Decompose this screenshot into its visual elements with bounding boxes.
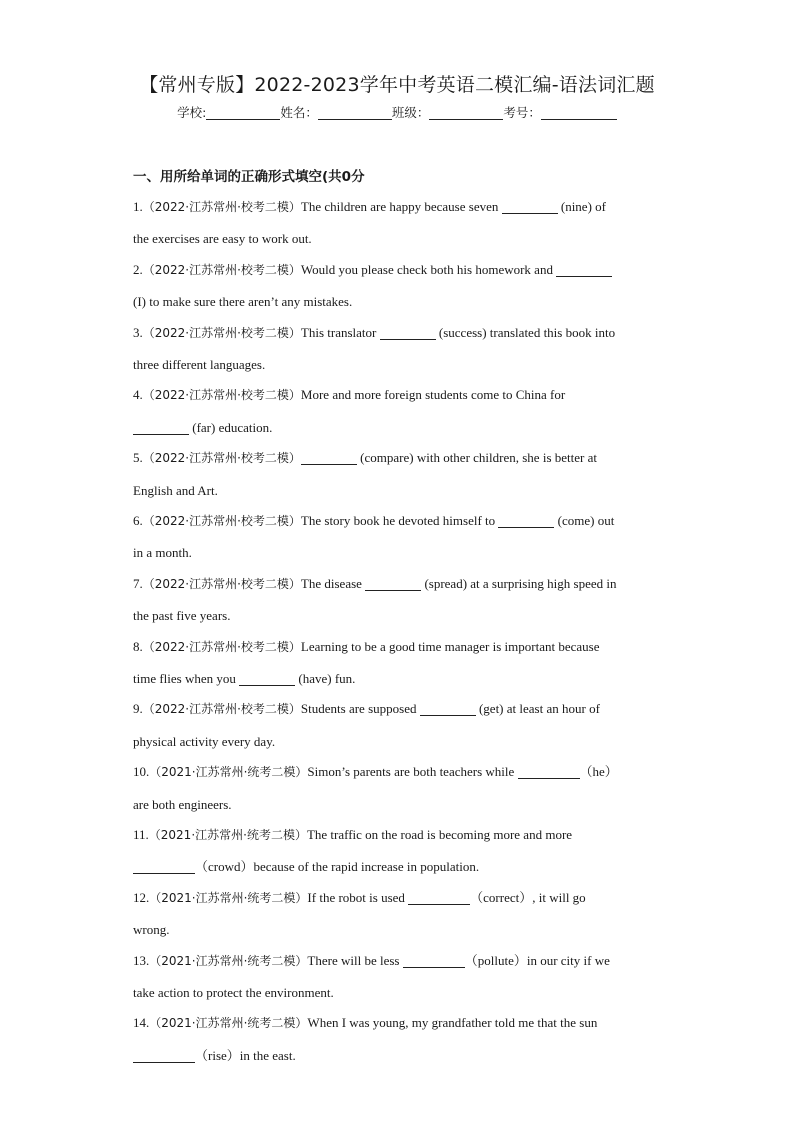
question-text: This translator: [300, 324, 380, 340]
question-text-continued: （crowd）because of the rapid increase in population.: [195, 859, 480, 875]
question-item: [133, 442, 673, 505]
question-number: 2.: [133, 261, 143, 277]
question-text-continued: are both engineers.: [133, 796, 232, 812]
question-hint: (have) fun.: [295, 670, 356, 686]
question-source: （2021·江苏常州·统考二模）: [149, 953, 308, 968]
question-number: 4.: [133, 387, 143, 403]
question-number: 1.: [133, 199, 143, 214]
answer-blank[interactable]: [301, 450, 357, 465]
question-number: 11.: [133, 826, 149, 842]
question-text: Simon’s parents are both teachers while: [307, 764, 518, 780]
question-text-continued: wrong.: [133, 922, 170, 938]
question-number: 9.: [133, 701, 143, 717]
number-label: 考号：: [503, 105, 541, 120]
question-hint: （pollute）in our city if we: [464, 952, 610, 968]
question-source: （2022·江苏常州·校考二模）: [142, 262, 301, 277]
question-source: （2022·江苏常州·校考二模）: [142, 639, 301, 654]
question-text: The story book he devoted himself to: [300, 512, 499, 528]
question-item: [133, 882, 673, 945]
question-text: Would you please check both his homework and: [300, 261, 557, 277]
question-text-continued: (far) education.: [189, 419, 273, 435]
question-text: If the robot is used: [307, 889, 409, 905]
question-number: 10.: [133, 764, 150, 780]
question-item: [133, 317, 673, 380]
question-source: （2022·江苏常州·校考二模）: [142, 451, 301, 466]
question-item: [133, 191, 673, 254]
question-text: There will be less: [307, 952, 403, 968]
name-field[interactable]: [318, 105, 392, 120]
question-hint: （correct）, it will go: [470, 889, 586, 905]
question-text-continued: the exercises are easy to work out.: [133, 231, 312, 247]
question-text-continued: in a month.: [133, 545, 192, 561]
question-source: （2021·江苏常州·统考二模）: [149, 765, 308, 780]
question-source: （2022·江苏常州·校考二模）: [142, 200, 301, 214]
question-item: [133, 693, 673, 756]
answer-blank[interactable]: [365, 576, 421, 591]
question-item: [133, 568, 673, 631]
answer-blank[interactable]: [380, 325, 436, 340]
answer-blank[interactable]: [403, 953, 465, 968]
question-number: 7.: [133, 575, 143, 591]
question-hint: （he）: [579, 764, 618, 780]
question-hint: (come) out: [554, 512, 615, 528]
number-field[interactable]: [541, 105, 617, 120]
answer-blank[interactable]: [498, 513, 554, 528]
page-title: 【常州专版】2022-2023学年中考英语二模汇编-语法词汇题: [139, 74, 655, 96]
question-hint: (spread) at a surprising high speed in: [421, 575, 617, 591]
question-text: Learning to be a good time manager is important because: [300, 638, 600, 654]
question-number: 13.: [133, 952, 150, 968]
question-source: （2022·江苏常州·校考二模）: [142, 388, 301, 403]
question-item: [133, 756, 673, 819]
question-source: （2021·江苏常州·统考二模）: [148, 827, 307, 842]
question-text: The children are happy because seven: [300, 199, 502, 214]
question-number: 3.: [133, 324, 143, 340]
answer-blank[interactable]: [239, 671, 295, 686]
question-text-continued: English and Art.: [133, 482, 218, 498]
question-source: （2021·江苏常州·统考二模）: [149, 890, 308, 905]
question-hint: (success) translated this book into: [435, 324, 616, 340]
question-hint: (compare) with other children, she is better at: [356, 450, 597, 466]
question-text: When I was young, my grandfather told me that the sun: [307, 1015, 598, 1031]
answer-blank[interactable]: [133, 859, 195, 874]
question-source: （2022·江苏常州·校考二模）: [142, 576, 301, 591]
section-title: 一、用所给单词的正确形式填空(共0分: [133, 169, 365, 185]
question-list: [133, 191, 673, 1070]
question-text-continued: （rise）in the east.: [195, 1047, 296, 1063]
question-text-continued: (I) to make sure there aren’t any mistakes.: [133, 294, 353, 310]
question-item: [133, 819, 673, 882]
question-text-continued: physical activity every day.: [133, 733, 276, 749]
answer-blank[interactable]: [502, 199, 558, 214]
name-label: 姓名：: [280, 105, 318, 120]
question-number: 6.: [133, 512, 143, 528]
question-text-continued: the past five years.: [133, 608, 231, 624]
class-field[interactable]: [429, 105, 503, 120]
question-number: 5.: [133, 450, 143, 466]
question-hint: (nine) of: [557, 199, 606, 214]
question-item: [133, 631, 673, 694]
school-field[interactable]: [206, 105, 280, 120]
question-source: （2022·江苏常州·校考二模）: [142, 513, 301, 528]
question-item: [133, 505, 673, 568]
question-number: 14.: [133, 1015, 150, 1031]
question-hint: (get) at least an hour of: [475, 701, 600, 717]
question-source: （2022·江苏常州·校考二模）: [142, 325, 301, 340]
question-number: 12.: [133, 889, 150, 905]
class-label: 班级：: [391, 105, 430, 120]
answer-blank[interactable]: [556, 262, 612, 277]
question-item: [133, 1007, 673, 1070]
answer-blank[interactable]: [408, 890, 470, 905]
question-text-continued: three different languages.: [133, 357, 266, 372]
answer-blank[interactable]: [133, 420, 189, 435]
school-label: 学校:: [177, 105, 207, 120]
question-source: （2021·江苏常州·统考二模）: [149, 1016, 308, 1031]
question-text: The disease: [300, 575, 366, 591]
question-text: The traffic on the road is becoming more and more: [306, 826, 573, 842]
question-source: （2022·江苏常州·校考二模）: [142, 702, 301, 717]
answer-blank[interactable]: [420, 701, 476, 716]
answer-blank[interactable]: [518, 764, 580, 779]
question-item: [133, 379, 673, 442]
question-text: More and more foreign students come to China for: [300, 387, 566, 403]
answer-blank[interactable]: [133, 1048, 195, 1063]
question-text-continued: time flies when you: [133, 670, 240, 686]
question-number: 8.: [133, 638, 143, 654]
question-item: [133, 254, 673, 317]
question-item: [133, 945, 673, 1008]
question-text-continued: take action to protect the environment.: [133, 984, 334, 1000]
student-info-row: [0, 103, 794, 121]
question-text: Students are supposed: [300, 701, 420, 717]
